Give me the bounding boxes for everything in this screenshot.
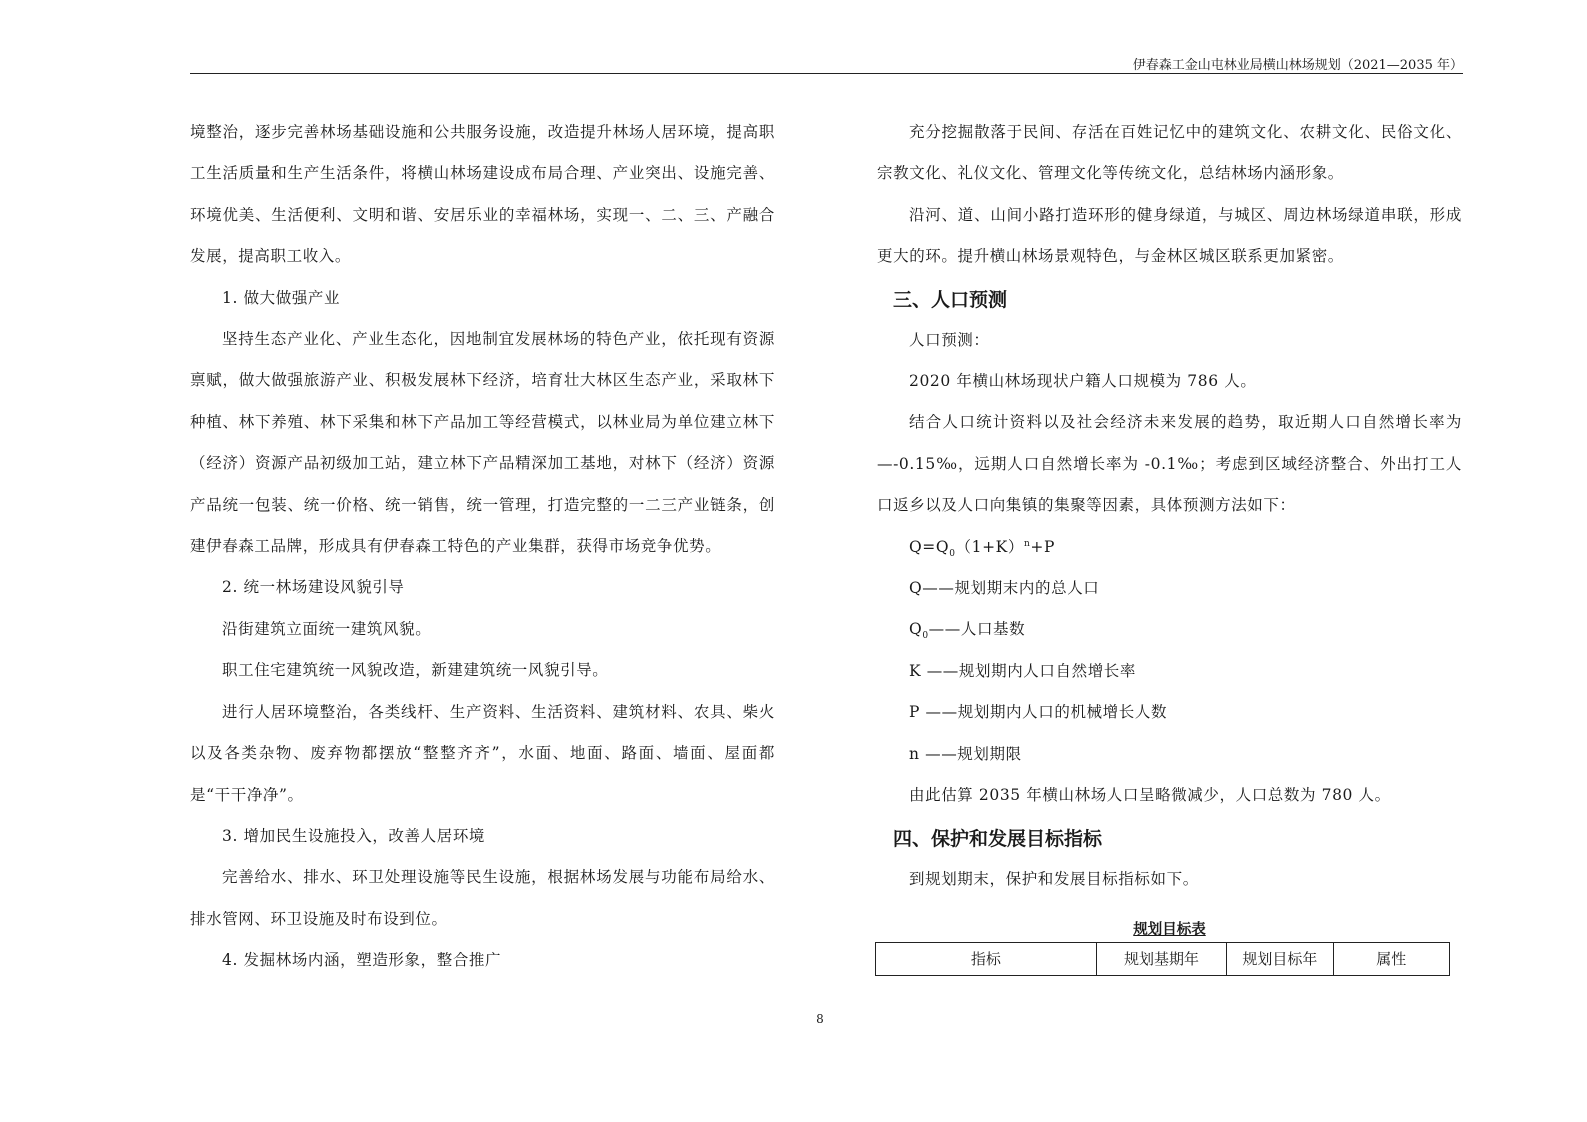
subheading-promotion: 4. 发掘林场内涵，塑造形象，整合推广: [222, 951, 502, 970]
paragraph: 到规划期末，保护和发展目标指标如下。: [909, 869, 1199, 888]
paragraph: 沿街建筑立面统一建筑风貌。: [222, 619, 432, 638]
paragraph: 境整治，逐步完善林场基础设施和公共服务设施，改造提升林场人居环境，提高职工生活质量和生产生活条件，将横山林场建设成布局合理、产业突出、设施完善、环境优美、生活便利、文明和谐、安居乐业的幸福林场，实现一、二、三、产融合发展，提高职工收入。: [190, 123, 775, 266]
paragraph: 充分挖掘散落于民间、存活在百姓记忆中的建筑文化、农耕文化、民俗文化、宗教文化、礼仪文化、管理文化等传统文化，总结林场内涵形象。: [877, 123, 1462, 183]
paragraph: 完善给水、排水、环卫处理设施等民生设施，根据林场发展与功能布局给水、排水管网、环卫设施及时布设到位。: [190, 868, 775, 928]
targets-table: [875, 942, 1450, 976]
page-header: 伊春森工金山屯林业局横山林场规划（2021—2035 年）: [1132, 58, 1463, 73]
definition-q0: $Q_0——$人口基数: [909, 620, 1026, 642]
table-header-cell: 属性: [1333, 942, 1449, 975]
table-header-cell: 指标: [876, 942, 1097, 975]
paragraph: 职工住宅建筑统一风貌改造，新建建筑统一风貌引导。: [222, 661, 609, 680]
right-column: [877, 112, 1462, 976]
table-header-cell: 规划基期年: [1096, 942, 1227, 975]
definition-k: K ——规划期内人口自然增长率: [909, 661, 1137, 680]
subheading-livelihood: 3. 增加民生设施投入，改善人居环境: [222, 826, 486, 845]
paragraph: 进行人居环境整治，各类线杆、生产资料、生活资料、建筑材料、农具、柴火以及各类杂物、废弃物都摆放“整整齐齐”，水面、地面、路面、墙面、屋面都是“干干净净”。: [190, 702, 775, 804]
subheading-industry: 1. 做大做强产业: [222, 288, 341, 307]
table-header-cell: 规划目标年: [1227, 942, 1333, 975]
table-header-row: [876, 942, 1450, 975]
paragraph: 由此估算 2035 年横山林场人口呈略微减少，人口总数为 780 人。: [909, 786, 1391, 805]
subheading-style: 2. 统一林场建设风貌引导: [222, 578, 405, 597]
header-rule: [190, 73, 1463, 74]
definition-q: Q——规划期末内的总人口: [909, 579, 1100, 598]
paragraph: 结合人口统计资料以及社会经济未来发展的趋势，取近期人口自然增长率为 —-0.15‰，远期人口自然增长率为 -0.1‰；考虑到区域经济整合、外出打工人口返乡以及人口向集镇的集聚等因素，具体预测方法如下：: [877, 413, 1462, 515]
table-title: 规划目标表: [1133, 921, 1206, 938]
paragraph: 人口预测：: [909, 330, 990, 349]
page-number: 8: [816, 1012, 824, 1026]
paragraph: 坚持生态产业化、产业生态化，因地制宜发展林场的特色产业，依托现有资源禀赋，做大做强旅游产业、积极发展林下经济，培育壮大林区生态产业，采取林下种植、林下养殖、林下采集和林下产品加工等经营模式，以林业局为单位建立林下（经济）资源产品初级加工站，建立林下产品精深加工基地，对林下（经济）资源产品统一包装、统一价格、统一销售，统一管理，打造完整的一二三产业链条，创建伊春森工品牌，形成具有伊春森工特色的产业集群，获得市场竞争优势。: [190, 330, 775, 556]
formula: $Q=Q_0(1+K)^n+P$: [909, 537, 1055, 559]
section-heading-targets: 四、保护和发展目标指标: [893, 827, 1103, 850]
paragraph: 沿河、道、山间小路打造环形的健身绿道，与城区、周边林场绿道串联，形成更大的环。提升横山林场景观特色，与金林区城区联系更加紧密。: [877, 205, 1462, 266]
definition-n: n ——规划期限: [909, 744, 1022, 763]
paragraph: 2020 年横山林场现状户籍人口规模为 786 人。: [909, 372, 1257, 391]
section-heading-population: 三、人口预测: [893, 288, 1008, 311]
definition-p: P ——规划期内人口的机械增长人数: [909, 703, 1168, 722]
left-column: [190, 112, 775, 982]
